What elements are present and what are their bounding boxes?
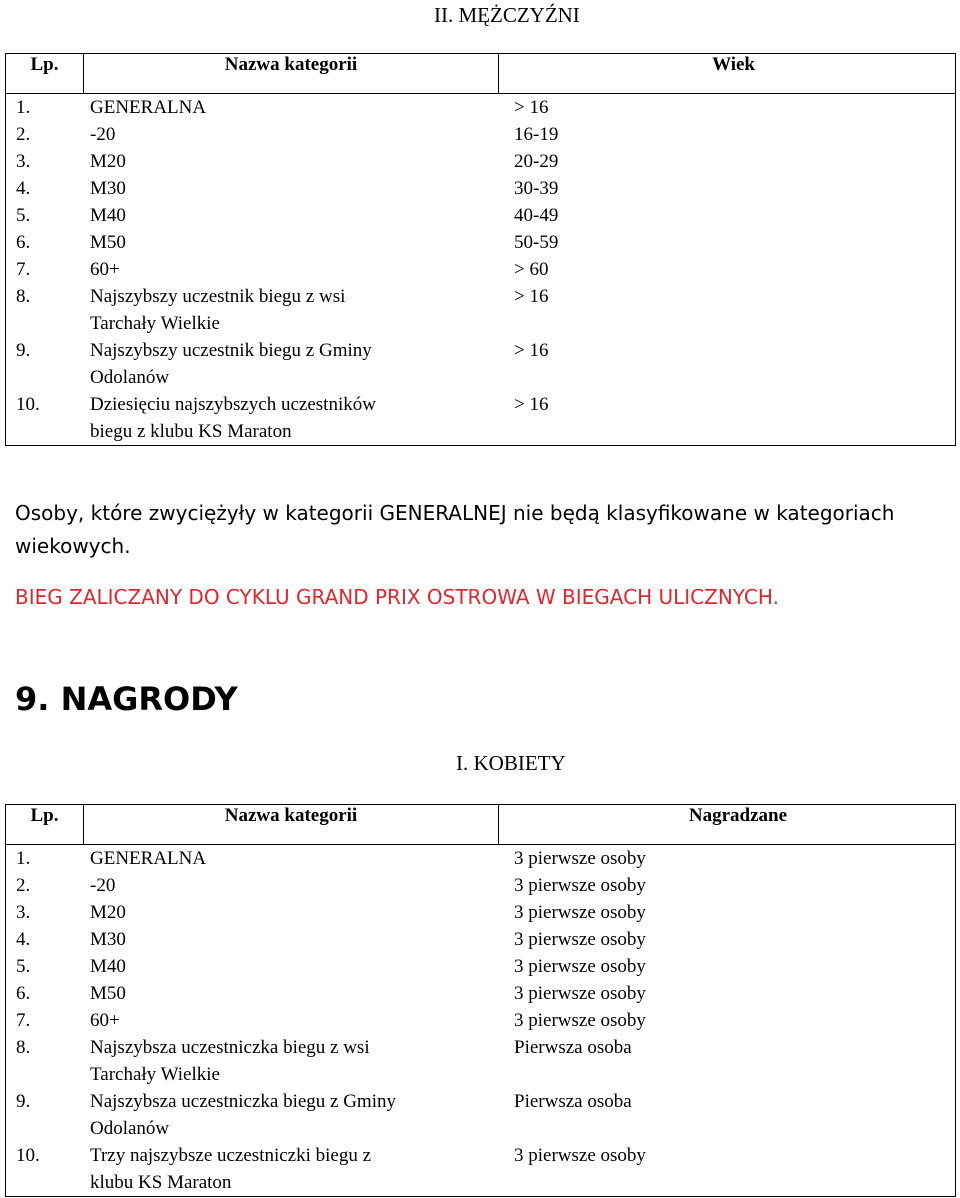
category-value: Pierwsza osoba: [514, 1037, 632, 1058]
grand-prix-note: BIEG ZALICZANY DO CYKLU GRAND PRIX OSTROWA W BIEGACH ULICZNYCH.: [15, 585, 779, 609]
row-number: 6.: [16, 232, 31, 253]
category-name-line: Tarchały Wielkie: [90, 313, 220, 334]
table-row: [6, 899, 955, 926]
category-name: [90, 1007, 500, 1034]
table-row: [6, 1007, 955, 1034]
row-number: 2.: [16, 124, 31, 145]
row-number: 9.: [16, 340, 31, 361]
header-lp: Lp.: [6, 805, 84, 845]
category-name-line: Dziesięciu najszybszych uczestników: [90, 394, 376, 415]
header-age: Wiek: [499, 54, 956, 94]
category-name-line: Trzy najszybsze uczestniczki biegu z: [90, 1145, 372, 1166]
category-name: [90, 1088, 500, 1142]
category-name: [90, 899, 500, 926]
row-number: 1.: [16, 848, 31, 869]
row-number: 1.: [16, 97, 31, 118]
category-name: [90, 953, 500, 980]
category-value: Pierwsza osoba: [514, 1091, 632, 1112]
row-number: 8.: [16, 286, 31, 307]
category-value: 50-59: [514, 232, 559, 253]
table-header-row: [6, 805, 956, 845]
table-row: [6, 872, 955, 899]
category-name-line: biegu z klubu KS Maraton: [90, 421, 292, 442]
category-name-line: 60+: [90, 1010, 120, 1031]
table-row: [6, 980, 955, 1007]
category-name: [90, 845, 500, 872]
men-section-title: II. MĘŻCZYŹNI: [434, 3, 580, 27]
row-number: 9.: [16, 1091, 31, 1112]
category-name: [90, 1034, 500, 1088]
category-name: [90, 229, 500, 256]
row-number: 5.: [16, 956, 31, 977]
category-value: 20-29: [514, 151, 559, 172]
category-name-line: M30: [90, 929, 126, 950]
category-value: 3 pierwsze osoby: [514, 929, 646, 950]
women-categories-table: [5, 804, 956, 1197]
category-name-line: M20: [90, 151, 126, 172]
row-number: 3.: [16, 151, 31, 172]
category-name-line: M30: [90, 178, 126, 199]
category-name-line: -20: [90, 875, 116, 896]
category-name: [90, 391, 500, 445]
table-row: [6, 926, 955, 953]
category-name-line: GENERALNA: [90, 97, 207, 118]
table-header-row: [6, 54, 956, 94]
table-row: [6, 1142, 955, 1196]
table-row: [6, 391, 955, 445]
row-number: 6.: [16, 983, 31, 1004]
category-name: [90, 148, 500, 175]
row-number: 7.: [16, 259, 31, 280]
table-row: [6, 175, 955, 202]
category-value: 3 pierwsze osoby: [514, 1010, 646, 1031]
table-row: [6, 337, 955, 391]
category-value: 3 pierwsze osoby: [514, 1145, 646, 1166]
table-row: [6, 202, 955, 229]
category-name-line: Najszybsza uczestniczka biegu z wsi: [90, 1037, 370, 1058]
category-name: [90, 283, 500, 337]
table-row: [6, 229, 955, 256]
category-name-line: Najszybsza uczestniczka biegu z Gminy: [90, 1091, 396, 1112]
category-name-line: 60+: [90, 259, 120, 280]
table-row: [6, 1034, 955, 1088]
table-row: [6, 283, 955, 337]
category-name-line: M40: [90, 205, 126, 226]
table-row: [6, 121, 955, 148]
category-name-line: Tarchały Wielkie: [90, 1064, 220, 1085]
category-value: 40-49: [514, 205, 559, 226]
category-value: 3 pierwsze osoby: [514, 875, 646, 896]
table-row: [6, 953, 955, 980]
header-awarded: Nagradzane: [499, 805, 956, 845]
category-name: [90, 337, 500, 391]
row-number: 8.: [16, 1037, 31, 1058]
category-value: 16-19: [514, 124, 559, 145]
row-number: 4.: [16, 178, 31, 199]
table-row: [6, 94, 955, 121]
category-value: 3 pierwsze osoby: [514, 848, 646, 869]
category-name: [90, 202, 500, 229]
category-name-line: -20: [90, 124, 116, 145]
category-value: > 60: [514, 259, 549, 280]
category-name: [90, 926, 500, 953]
row-number: 7.: [16, 1010, 31, 1031]
category-name-line: M20: [90, 902, 126, 923]
category-name-line: klubu KS Maraton: [90, 1172, 232, 1193]
women-rows: [6, 845, 955, 1196]
women-section-title: I. KOBIETY: [456, 751, 566, 775]
row-number: 5.: [16, 205, 31, 226]
row-number: 3.: [16, 902, 31, 923]
header-category-name: Nazwa kategorii: [84, 805, 499, 845]
category-value: 3 pierwsze osoby: [514, 983, 646, 1004]
category-name: [90, 1142, 500, 1196]
category-value: > 16: [514, 340, 549, 361]
category-value: > 16: [514, 286, 549, 307]
row-number: 2.: [16, 875, 31, 896]
category-value: > 16: [514, 97, 549, 118]
category-name-line: M50: [90, 232, 126, 253]
row-number: 4.: [16, 929, 31, 950]
header-lp: Lp.: [6, 54, 84, 94]
category-name: [90, 980, 500, 1007]
awards-heading: 9. NAGRODY: [15, 680, 238, 718]
men-rows: [6, 94, 955, 445]
category-name-line: GENERALNA: [90, 848, 207, 869]
category-name-line: Odolanów: [90, 367, 170, 388]
category-name-line: Odolanów: [90, 1118, 170, 1139]
category-name-line: M50: [90, 983, 126, 1004]
header-category-name: Nazwa kategorii: [84, 54, 499, 94]
category-value: > 16: [514, 394, 549, 415]
category-value: 30-39: [514, 178, 559, 199]
category-name: [90, 872, 500, 899]
table-row: [6, 845, 955, 872]
general-classification-note: Osoby, które zwyciężyły w kategorii GENERALNEJ nie będą klasyfikowane w kategoriach wiekowych.: [15, 501, 895, 558]
category-name: [90, 175, 500, 202]
category-name-line: Najszybszy uczestnik biegu z Gminy: [90, 340, 372, 361]
men-categories-table: [5, 53, 956, 446]
table-row: [6, 1088, 955, 1142]
category-name-line: Najszybszy uczestnik biegu z wsi: [90, 286, 346, 307]
row-number: 10.: [16, 1145, 40, 1166]
category-name: [90, 121, 500, 148]
row-number: 10.: [16, 394, 40, 415]
category-name: [90, 94, 500, 121]
category-value: 3 pierwsze osoby: [514, 902, 646, 923]
category-name-line: M40: [90, 956, 126, 977]
category-value: 3 pierwsze osoby: [514, 956, 646, 977]
table-row: [6, 256, 955, 283]
table-row: [6, 148, 955, 175]
category-name: [90, 256, 500, 283]
